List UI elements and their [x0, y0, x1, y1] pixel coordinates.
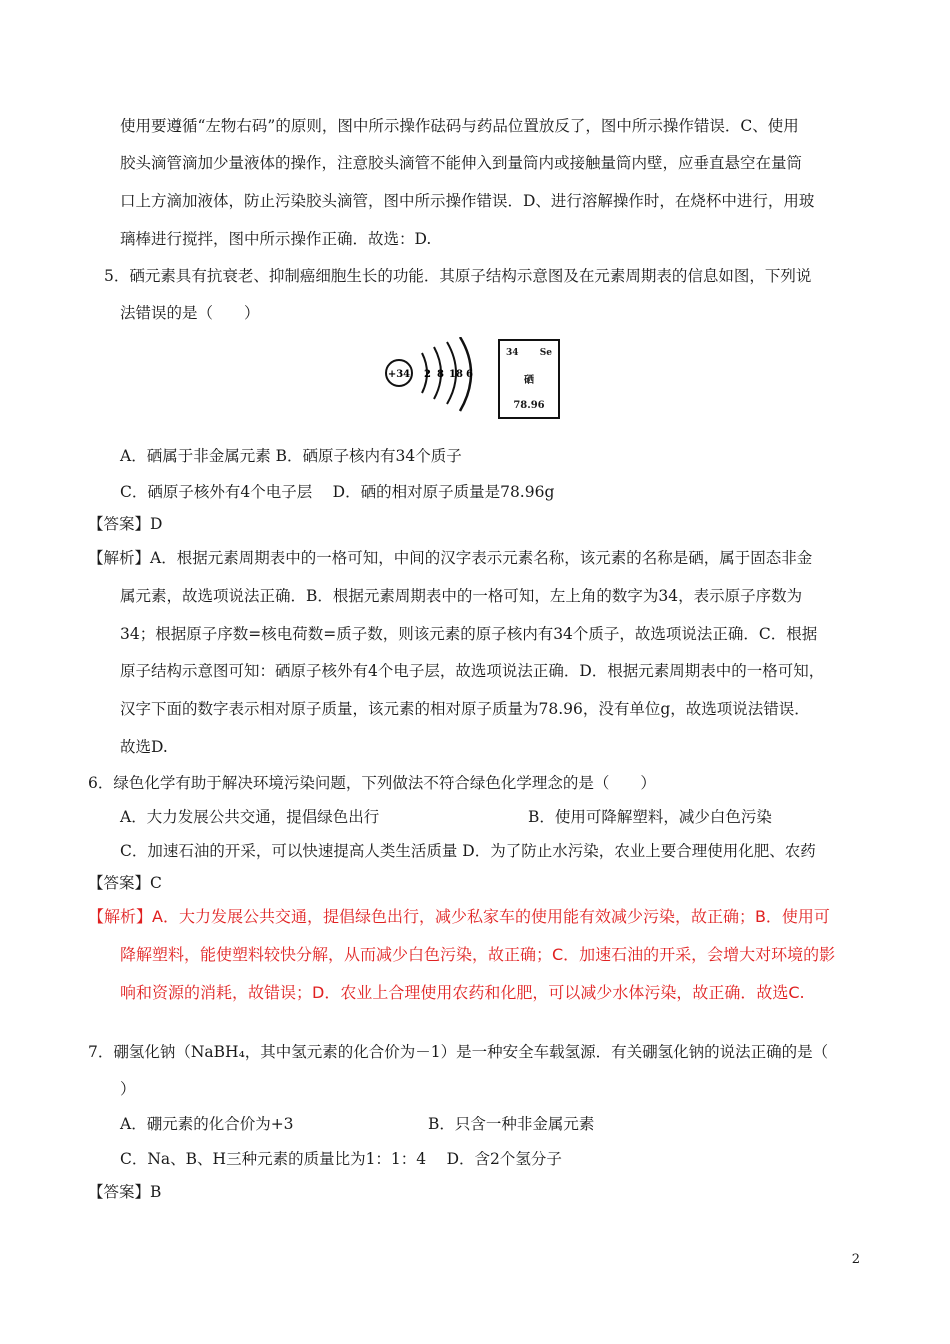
question-5-analysis: 原子结构示意图可知：硒原子核外有4个电子层，故选项说法正确．D．根据元素周期表中的一格可知， [120, 662, 825, 680]
question-5-analysis: 34；根据原子序数=核电荷数=质子数，则该元素的原子核内有34个质子，故选项说法正确．C．根据 [120, 625, 818, 643]
question-5-analysis: 汉字下面的数字表示相对原子质量，该元素的相对原子质量为78.96，没有单位g，故选项说法错误． [120, 700, 810, 718]
question-7-options-cd: C．Na、B、H三种元素的质量比为1：1：4 D．含2个氢分子 [120, 1150, 562, 1168]
question-6-options-cd: C．加速石油的开采，可以快速提高人类生活质量 D．为了防止水污染，农业上要合理使用化肥、农药 [120, 842, 816, 860]
question-6-analysis: 响和资源的消耗，故错误；D．农业上合理使用农药和化肥，可以减少水体污染，故正确．故选C. [120, 983, 805, 1002]
atomic-structure-diagram [382, 337, 497, 422]
question-7-option-a: A．硼元素的化合价为+3 [120, 1115, 294, 1133]
question-6-option-a: A．大力发展公共交通，提倡绿色出行 [120, 808, 380, 826]
text-line: 胶头滴管滴加少量液体的操作，注意胶头滴管不能伸入到量筒内或接触量筒内壁，应垂直悬空在量筒 [120, 154, 803, 172]
shell-electrons: 6 [466, 369, 473, 380]
shell-electrons: 18 [449, 369, 463, 380]
shell-electrons: 8 [437, 369, 444, 380]
question-5-analysis: 故选D. [120, 738, 168, 756]
element-name: 硒 [524, 375, 534, 386]
selenium-figure [382, 337, 568, 422]
question-6-option-b: B．使用可降解塑料，减少白色污染 [528, 808, 772, 826]
page-number: 2 [851, 1252, 860, 1267]
question-5-stem-cont: 法错误的是（ ） [120, 304, 260, 322]
periodic-table-cell [498, 339, 560, 419]
element-symbol: Se [539, 348, 552, 358]
question-5-options-ab: A．硒属于非金属元素 B．硒原子核内有34个质子 [120, 447, 462, 465]
question-5-analysis: 【解析】A．根据元素周期表中的一格可知，中间的汉字表示元素名称，该元素的名称是硒，属于固态非金 [88, 549, 813, 567]
atomic-mass: 78.96 [513, 400, 545, 411]
question-5-options-cd: C．硒原子核外有4个电子层 D．硒的相对原子质量是78.96g [120, 483, 555, 501]
question-5-answer: 【答案】D [88, 515, 163, 533]
question-5-analysis: 属元素，故选项说法正确．B．根据元素周期表中的一格可知，左上角的数字为34，表示原子序数为 [120, 587, 803, 605]
question-7-option-b: B．只含一种非金属元素 [428, 1115, 595, 1133]
question-7-stem: 7．硼氢化钠（NaBH₄，其中氢元素的化合价为－1）是一种安全车载氢源．有关硼氢化钠的说法正确的是（ [88, 1043, 829, 1061]
nucleus-charge: +34 [387, 369, 411, 380]
text-line: 璃棒进行搅拌，图中所示操作正确．故选：D. [120, 230, 432, 248]
text-line: 使用要遵循“左物右码”的原则，图中所示操作砝码与药品位置放反了，图中所示操作错误．C、使用 [120, 117, 799, 135]
question-6-analysis: 【解析】A．大力发展公共交通，提倡绿色出行，减少私家车的使用能有效减少污染，故正确；B．使用可 [88, 907, 830, 926]
question-7-stem-cont: ） [120, 1080, 136, 1098]
question-6-analysis: 降解塑料，能使塑料较快分解，从而减少白色污染，故正确；C．加速石油的开采，会增大对环境的影 [120, 945, 836, 964]
shell-electrons: 2 [424, 369, 431, 380]
question-6-stem: 6．绿色化学有助于解决环境污染问题，下列做法不符合绿色化学理念的是（ ） [88, 774, 656, 792]
question-5-stem: 5．硒元素具有抗衰老、抑制癌细胞生长的功能．其原子结构示意图及在元素周期表的信息如图，下列说 [104, 267, 812, 285]
atomic-number: 34 [506, 348, 519, 358]
question-7-answer: 【答案】B [88, 1183, 162, 1201]
text-line: 口上方滴加液体，防止污染胶头滴管，图中所示操作错误．D、进行溶解操作时，在烧杯中进行，用玻 [120, 192, 815, 210]
question-6-answer: 【答案】C [88, 874, 162, 892]
